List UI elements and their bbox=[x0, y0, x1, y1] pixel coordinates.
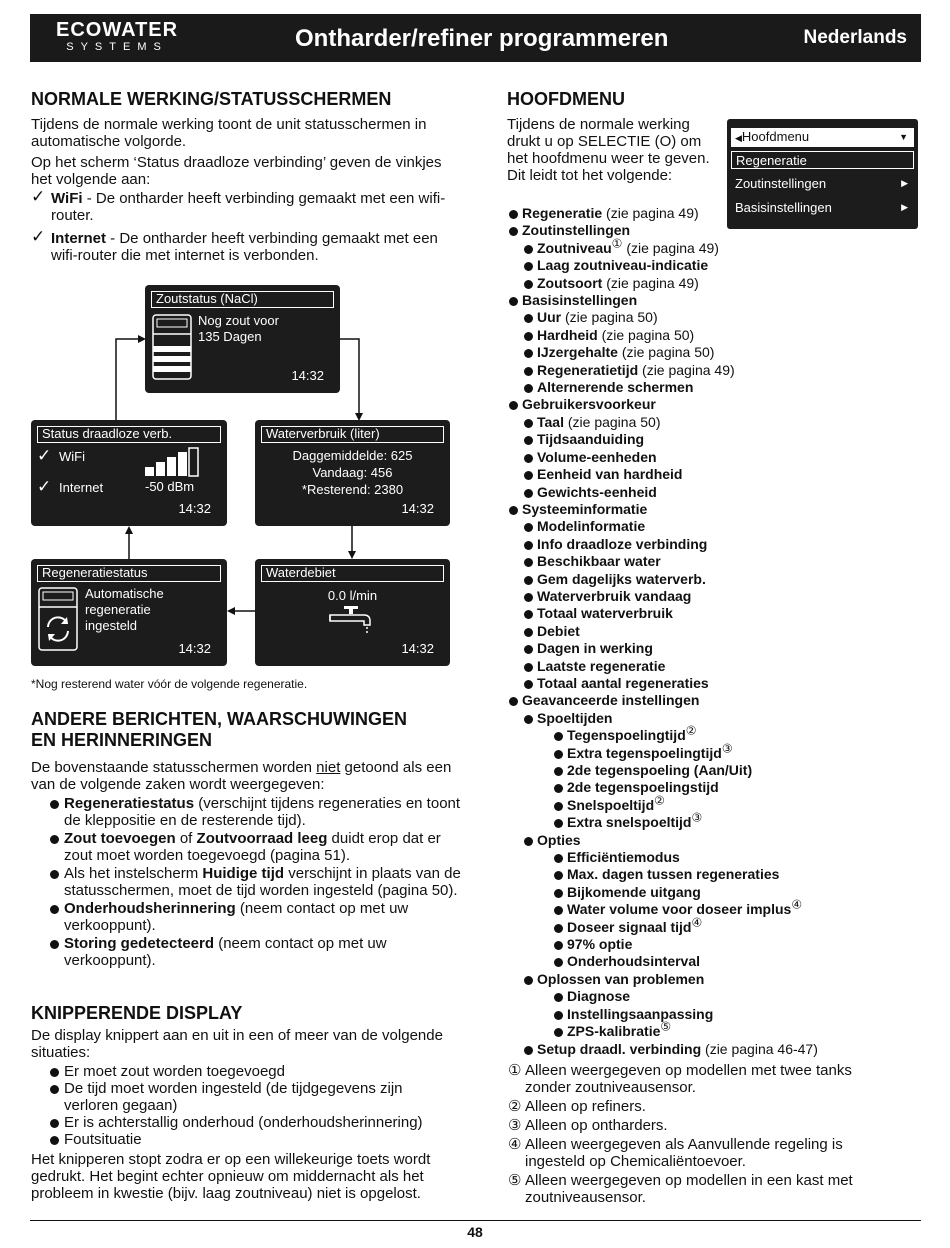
list-item: Regeneratiestatus (verschijnt tijdens regeneraties en toont de kleppositie en de resterende tijd). bbox=[50, 795, 461, 829]
other-messages-section: ANDERE BERICHTEN, WAARSCHUWINGEN EN HERINNERINGEN De bovenstaande statusschermen worden niet getoond als een van de volgende zaken wordt weergegeven: Regeneratiestatus (verschijnt tijdens regeneraties en toont de kleppositie en de resterende tijd). Zout toevoegen of Zoutvoorraad leeg duidt erop dat er zout moet worden toegevoegd (pagina 51). Als het instelscherm Huidige tijd verschijnt in plaats van de statusschermen, moet de tijd worden ingesteld (pagina 50). Onderhoudsherinnering (neem contact op met uw verkooppunt). Storing gedetecteerd (neem contact op met uw verkooppunt). bbox=[31, 709, 461, 969]
menu-structure-item: Gebruikersvoorkeur bbox=[508, 396, 918, 413]
menu-structure-item: Doseer signaal tijd④ bbox=[508, 919, 918, 936]
wifi-note: ✓ WiFi - De ontharder heeft verbinding gemaakt met een wifi-router. bbox=[31, 187, 446, 224]
menu-structure-item: Beschikbaar water bbox=[508, 553, 918, 570]
left-footnote: *Nog resterend water vóór de volgende regeneratie. bbox=[31, 677, 308, 691]
menu-structure-item: Instellingsaanpassing bbox=[508, 1006, 918, 1023]
menu-structure-item: Zoutsoort (zie pagina 49) bbox=[508, 275, 918, 292]
menu-structure-item: Zoutinstellingen bbox=[508, 222, 918, 239]
menu-structure-item: 97% optie bbox=[508, 936, 918, 953]
menu-structure-item: Extra tegenspoelingtijd③ bbox=[508, 745, 918, 762]
water-flow-screen: Waterdebiet 0.0 l/min 14:32 bbox=[255, 559, 450, 666]
main-menu-section: HOOFDMENU Tijdens de normale werking drukt u op SELECTIE (O) om het hoofdmenu weer te geven. Dit leidt tot het volgende: bbox=[507, 89, 710, 184]
checkmark-icon: ✓ bbox=[31, 187, 46, 206]
ecowater-logo: ECOWATER SYSTEMS bbox=[56, 19, 179, 53]
menu-structure-item: Laag zoutniveau-indicatie bbox=[508, 257, 918, 274]
normal-p1: Tijdens de normale werking toont de unit statusschermen in automatische volgorde. bbox=[31, 116, 427, 150]
wireless-status-screen: Status draadloze verb. ✓ WiFi ✓ Internet -50 dBm 14:32 bbox=[31, 420, 227, 526]
menu-structure-item: Geavanceerde instellingen bbox=[508, 692, 918, 709]
water-usage-screen: Waterverbruik (liter) Daggemiddelde: 625 Vandaag: 456 *Resterend: 2380 14:32 bbox=[255, 420, 450, 526]
list-item: De tijd moet worden ingesteld (de tijdgegevens zijn verloren gegaan) bbox=[50, 1080, 451, 1114]
menu-structure-item: Info draadloze verbinding bbox=[508, 536, 918, 553]
menu-structure-item: 2de tegenspoeling (Aan/Uit) bbox=[508, 762, 918, 779]
menu-structure-item: Efficiëntiemodus bbox=[508, 849, 918, 866]
checkmark-icon: ✓ bbox=[37, 446, 52, 465]
menu-structure-item: IJzergehalte (zie pagina 50) bbox=[508, 344, 918, 361]
list-item: Er is achterstallig onderhoud (onderhoudsherinnering) bbox=[50, 1114, 451, 1131]
menu-structure-item: Zoutniveau① (zie pagina 49) bbox=[508, 240, 918, 257]
salt-status-screen: Zoutstatus (NaCl) Nog zout voor 135 Dagen 14:32 bbox=[145, 285, 340, 393]
menu-structure-item: Modelinformatie bbox=[508, 518, 918, 535]
blinking-display-section: KNIPPERENDE DISPLAY De display knippert aan en uit in een of meer van de volgende situaties: Er moet zout worden toegevoegd De tijd moet worden ingesteld (de tijdgegevens zijn verloren gegaan) Er is achterstallig onderhoud (onderhoudsherinnering) Foutsituatie Het knipperen stopt zodra er op een willekeurige toets wordt gedrukt. Het begint echter opnieuw om middernacht als het probleem in kwestie (bijv. laag zoutniveau) niet is opgelost. bbox=[31, 1003, 451, 1202]
menu-structure-item: Tijdsaanduiding bbox=[508, 431, 918, 448]
language-label: Nederlands bbox=[803, 27, 907, 48]
checkmark-icon: ✓ bbox=[31, 227, 46, 246]
list-item: Zout toevoegen of Zoutvoorraad leeg duidt erop dat er zout moet worden toegevoegd (pagina 51). bbox=[50, 830, 461, 864]
checkmark-icon: ✓ bbox=[37, 477, 52, 496]
list-item: Storing gedetecteerd (neem contact op met uw verkooppunt). bbox=[50, 935, 461, 969]
menu-structure-item: Oplossen van problemen bbox=[508, 971, 918, 988]
footnote-item: ② Alleen op refiners. bbox=[508, 1098, 646, 1115]
triangle-right-icon: ▶ bbox=[901, 178, 908, 188]
menu-structure-item: Gewichts-eenheid bbox=[508, 484, 918, 501]
list-item: Foutsituatie bbox=[50, 1131, 451, 1148]
menu-structure-item: Diagnose bbox=[508, 988, 918, 1005]
menu-structure-item: Max. dagen tussen regeneraties bbox=[508, 866, 918, 883]
menu-structure-item: Uur (zie pagina 50) bbox=[508, 309, 918, 326]
menu-structure-item: Spoeltijden bbox=[508, 710, 918, 727]
list-item: Als het instelscherm Huidige tijd verschijnt in plaats van de statusschermen, moet de tijd worden ingesteld (pagina 50). bbox=[50, 865, 461, 899]
footnote-item: ① Alleen weergegeven op modellen met twee tanks zonder zoutniveausensor. bbox=[508, 1062, 852, 1096]
menu-structure-item: Onderhoudsinterval bbox=[508, 953, 918, 970]
footnote-item: ⑤ Alleen weergegeven op modellen in een kast met zoutniveausensor. bbox=[508, 1172, 853, 1206]
footnotes bbox=[508, 1062, 898, 1208]
other-p1: De bovenstaande statusschermen worden niet getoond als een van de volgende zaken wordt weergegeven: bbox=[31, 759, 452, 793]
menu-structure-item: Snelspoeltijd② bbox=[508, 797, 918, 814]
menu-structure-item: 2de tegenspoelingstijd bbox=[508, 779, 918, 796]
menu-structure-item: Totaal waterverbruik bbox=[508, 605, 918, 622]
menu-item-regeneratie: Regeneratie bbox=[731, 151, 914, 169]
footnote-item: ④ Alleen weergegeven als Aanvullende regeling is ingesteld op Chemicaliëntoevoer. bbox=[508, 1136, 843, 1170]
list-item: Onderhoudsherinnering (neem contact op met uw verkooppunt). bbox=[50, 900, 461, 934]
menu-structure-item: Systeeminformatie bbox=[508, 501, 918, 518]
menu-structure-item: Tegenspoelingtijd② bbox=[508, 727, 918, 744]
footer-divider bbox=[30, 1220, 921, 1221]
menu-structure-item: Eenheid van hardheid bbox=[508, 466, 918, 483]
menu-title-bar: ◀Hoofdmenu ▼ bbox=[731, 128, 914, 147]
menu-structure-item: Alternerende schermen bbox=[508, 379, 918, 396]
triangle-down-icon: ▼ bbox=[899, 132, 908, 142]
normal-heading: NORMALE WERKING/STATUSSCHERMEN bbox=[31, 89, 392, 109]
menu-structure-list bbox=[508, 205, 918, 1058]
menu-structure-item: Regeneratie (zie pagina 49) bbox=[508, 205, 918, 222]
regeneration-status-screen: Regeneratiestatus Automatische regeneratie ingesteld 14:32 bbox=[31, 559, 227, 666]
menu-structure-item: Taal (zie pagina 50) bbox=[508, 414, 918, 431]
menu-structure-item: Totaal aantal regeneraties bbox=[508, 675, 918, 692]
menu-item-zoutinstellingen: Zoutinstellingen ▶ bbox=[735, 176, 908, 191]
page-number: 48 bbox=[467, 1224, 483, 1240]
menu-structure-item: ZPS-kalibratie⑤ bbox=[508, 1023, 918, 1040]
menu-structure-item: Regeneratietijd (zie pagina 49) bbox=[508, 362, 918, 379]
page-title: Ontharder/refiner programmeren bbox=[295, 25, 669, 52]
list-item: Er moet zout worden toegevoegd bbox=[50, 1063, 451, 1080]
menu-structure-item: Dagen in werking bbox=[508, 640, 918, 657]
menu-structure-item: Setup draadl. verbinding (zie pagina 46-47) bbox=[508, 1041, 918, 1058]
menu-structure-item: Water volume voor doseer implus④ bbox=[508, 901, 918, 918]
menu-structure-item: Laatste regeneratie bbox=[508, 658, 918, 675]
menu-structure-item: Waterverbruik vandaag bbox=[508, 588, 918, 605]
menu-structure-item: Opties bbox=[508, 832, 918, 849]
normal-p2: Op het scherm ‘Status draadloze verbinding’ geven de vinkjes het volgende aan: bbox=[31, 154, 442, 188]
menu-structure-item: Hardheid (zie pagina 50) bbox=[508, 327, 918, 344]
menu-structure-item: Gem dagelijks waterverb. bbox=[508, 571, 918, 588]
footnote-item: ③ Alleen op ontharders. bbox=[508, 1117, 668, 1134]
menu-structure-item: Volume-eenheden bbox=[508, 449, 918, 466]
triangle-right-icon: ▶ bbox=[901, 202, 908, 212]
menu-structure-item: Basisinstellingen bbox=[508, 292, 918, 309]
triangle-left-icon: ◀ bbox=[735, 133, 742, 143]
menu-item-basisinstellingen: Basisinstellingen ▶ bbox=[735, 200, 908, 215]
menu-structure-item: Extra snelspoeltijd③ bbox=[508, 814, 918, 831]
internet-note: ✓ Internet - De ontharder heeft verbinding gemaakt met een wifi-router die met internet is verbonden. bbox=[31, 227, 438, 264]
menu-structure-item: Bijkomende uitgang bbox=[508, 884, 918, 901]
menu-structure-item: Debiet bbox=[508, 623, 918, 640]
